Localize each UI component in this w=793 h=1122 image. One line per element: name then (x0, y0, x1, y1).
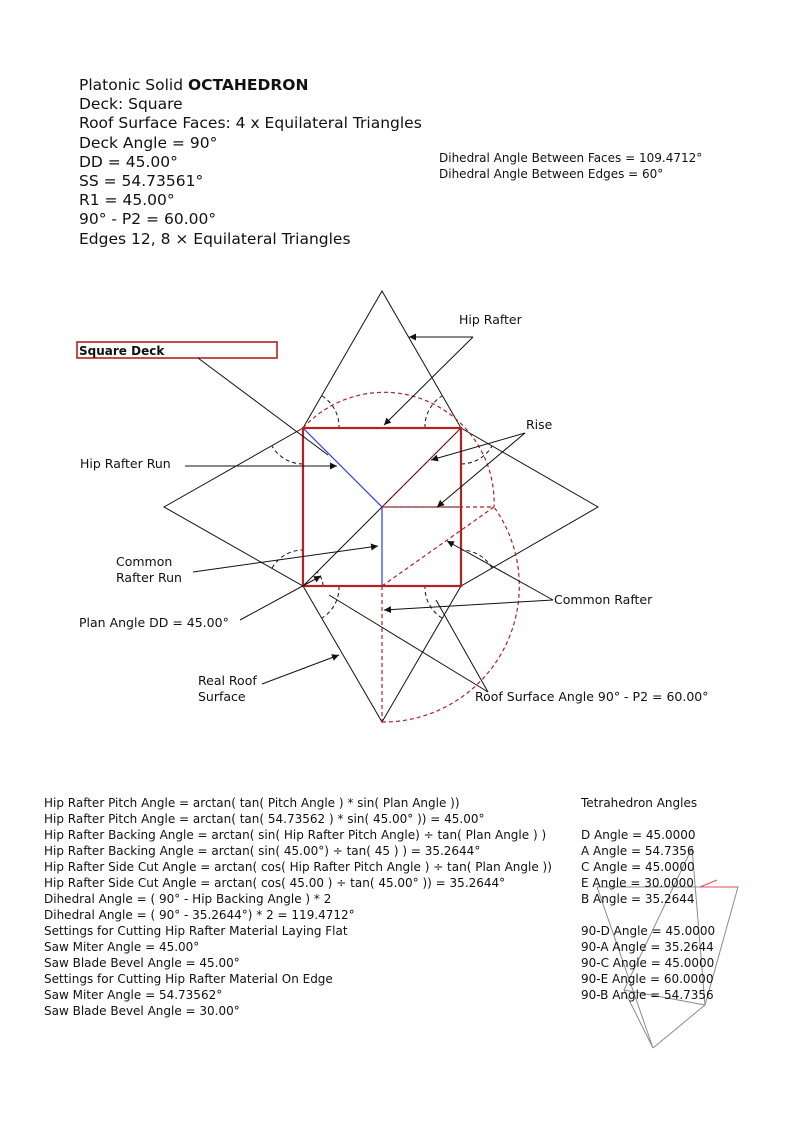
real-roof-leader (262, 655, 339, 684)
formula-line: Saw Miter Angle = 54.73562° (44, 988, 223, 1002)
header-line-dd: DD = 45.00° (79, 152, 178, 171)
arc-bottom-right (425, 586, 442, 618)
angle-line: E Angle = 30.0000 (581, 876, 694, 890)
common-rafter-label: Common Rafter (554, 592, 653, 607)
header-line-faces: Roof Surface Faces: 4 x Equilateral Triangles (79, 114, 422, 133)
formula-line: Dihedral Angle = ( 90° - Hip Backing Angle ) * 2 (44, 892, 332, 906)
common-rafter-leader-2 (384, 600, 553, 610)
formula-line: Hip Rafter Pitch Angle = arctan( tan( Pitch Angle ) * sin( Plan Angle )) (44, 796, 460, 810)
formula-line: Saw Blade Bevel Angle = 30.00° (44, 1004, 240, 1018)
hip-rafter-run-line (303, 428, 382, 507)
angle-line: D Angle = 45.0000 (581, 828, 696, 842)
arc-bottom-left (322, 586, 339, 618)
tetrahedron-angles (581, 795, 715, 1003)
header-line-deck: Deck: Square (79, 95, 183, 114)
left-face (164, 428, 303, 586)
formula-line: Hip Rafter Backing Angle = arctan( sin( Hip Rafter Pitch Angle) ÷ tan( Plan Angle ) ) (44, 828, 547, 842)
formula-line: Dihedral Angle = ( 90° - 35.2644°) * 2 = 119.4712° (44, 908, 355, 922)
dihedral-edges: Dihedral Angle Between Edges = 60° (439, 167, 664, 181)
header-line-edges: Edges 12, 8 × Equilateral Triangles (79, 229, 351, 248)
formula-line: Saw Blade Bevel Angle = 45.00° (44, 956, 240, 970)
common-rafter-run-label-1: Common (116, 554, 173, 569)
angle-line: 90-C Angle = 45.0000 (581, 956, 715, 970)
common-rafter-leader-1 (447, 541, 553, 600)
angle-line: 90-E Angle = 60.0000 (581, 972, 714, 986)
square-deck-label: Square Deck (79, 344, 165, 358)
real-roof-label-1: Real Roof (198, 673, 257, 688)
angle-line: 90-A Angle = 35.2644 (581, 940, 714, 954)
square-deck-leader (198, 358, 328, 455)
real-roof-label-2: Surface (198, 689, 246, 704)
formula-line: Saw Miter Angle = 45.00° (44, 940, 200, 954)
rise-leader-2 (437, 433, 525, 507)
header-line-r1: R1 = 45.00° (79, 191, 175, 210)
roof-angle-leader-1 (329, 595, 488, 692)
formula-line: Hip Rafter Backing Angle = arctan( sin( 45.00°) ÷ tan( 45 ) ) = 35.2644° (44, 844, 481, 858)
formula-line: Hip Rafter Side Cut Angle = arctan( cos( Hip Rafter Pitch Angle ) ÷ tan( Plan Angle )) (44, 860, 552, 874)
angle-line: B Angle = 35.2644 (581, 892, 695, 906)
angle-line: 90-D Angle = 45.0000 (581, 924, 716, 938)
arc-top-left (322, 396, 339, 428)
tetrahedron-title: Tetrahedron Angles (581, 796, 698, 810)
arc-right-top (461, 446, 492, 464)
angle-line: A Angle = 54.7356 (581, 844, 695, 858)
callout-leaders (185, 337, 553, 692)
rise-label: Rise (526, 417, 553, 432)
roof-angle-leader-2 (436, 600, 488, 692)
formula-line: Hip Rafter Side Cut Angle = arctan( cos( 45.00 ) ÷ tan( 45.00° )) = 35.2644° (44, 876, 506, 890)
formulas-block (44, 795, 552, 1019)
common-rafter-run-label-2: Rafter Run (116, 570, 182, 585)
header-line-ss: SS = 54.73561° (79, 172, 204, 191)
arc-plan-angle (317, 572, 323, 586)
arc-right-bottom (461, 550, 492, 568)
header-line-deck-angle: Deck Angle = 90° (79, 133, 218, 152)
header-line-p2: 90° - P2 = 60.00° (79, 210, 217, 229)
dihedral-faces: Dihedral Angle Between Faces = 109.4712° (439, 151, 703, 165)
page-title: Platonic Solid OCTAHEDRON (79, 76, 309, 94)
rise-leader-1 (431, 433, 525, 460)
formula-line: Settings for Cutting Hip Rafter Material On Edge (44, 972, 333, 986)
roof-surface-angle-label: Roof Surface Angle 90° - P2 = 60.00° (475, 689, 709, 704)
solid-name: OCTAHEDRON (188, 76, 309, 94)
formula-line: Settings for Cutting Hip Rafter Material Laying Flat (44, 924, 348, 938)
common-run-leader (193, 546, 378, 572)
top-face (303, 291, 461, 428)
plan-angle-leader (240, 576, 321, 620)
hip-rafter-run-label: Hip Rafter Run (80, 456, 171, 471)
angle-line: 90-B Angle = 54.7356 (581, 988, 714, 1002)
plan-angle-label: Plan Angle DD = 45.00° (79, 615, 229, 630)
hip-rafter-label: Hip Rafter (459, 312, 522, 327)
formula-line: Hip Rafter Pitch Angle = arctan( tan( 54.73562 ) * sin( 45.00° )) = 45.00° (44, 812, 485, 826)
arc-left-top (272, 446, 303, 464)
angle-line: C Angle = 45.0000 (581, 860, 695, 874)
rise-line-1 (382, 507, 494, 586)
plan-lines (303, 428, 382, 586)
